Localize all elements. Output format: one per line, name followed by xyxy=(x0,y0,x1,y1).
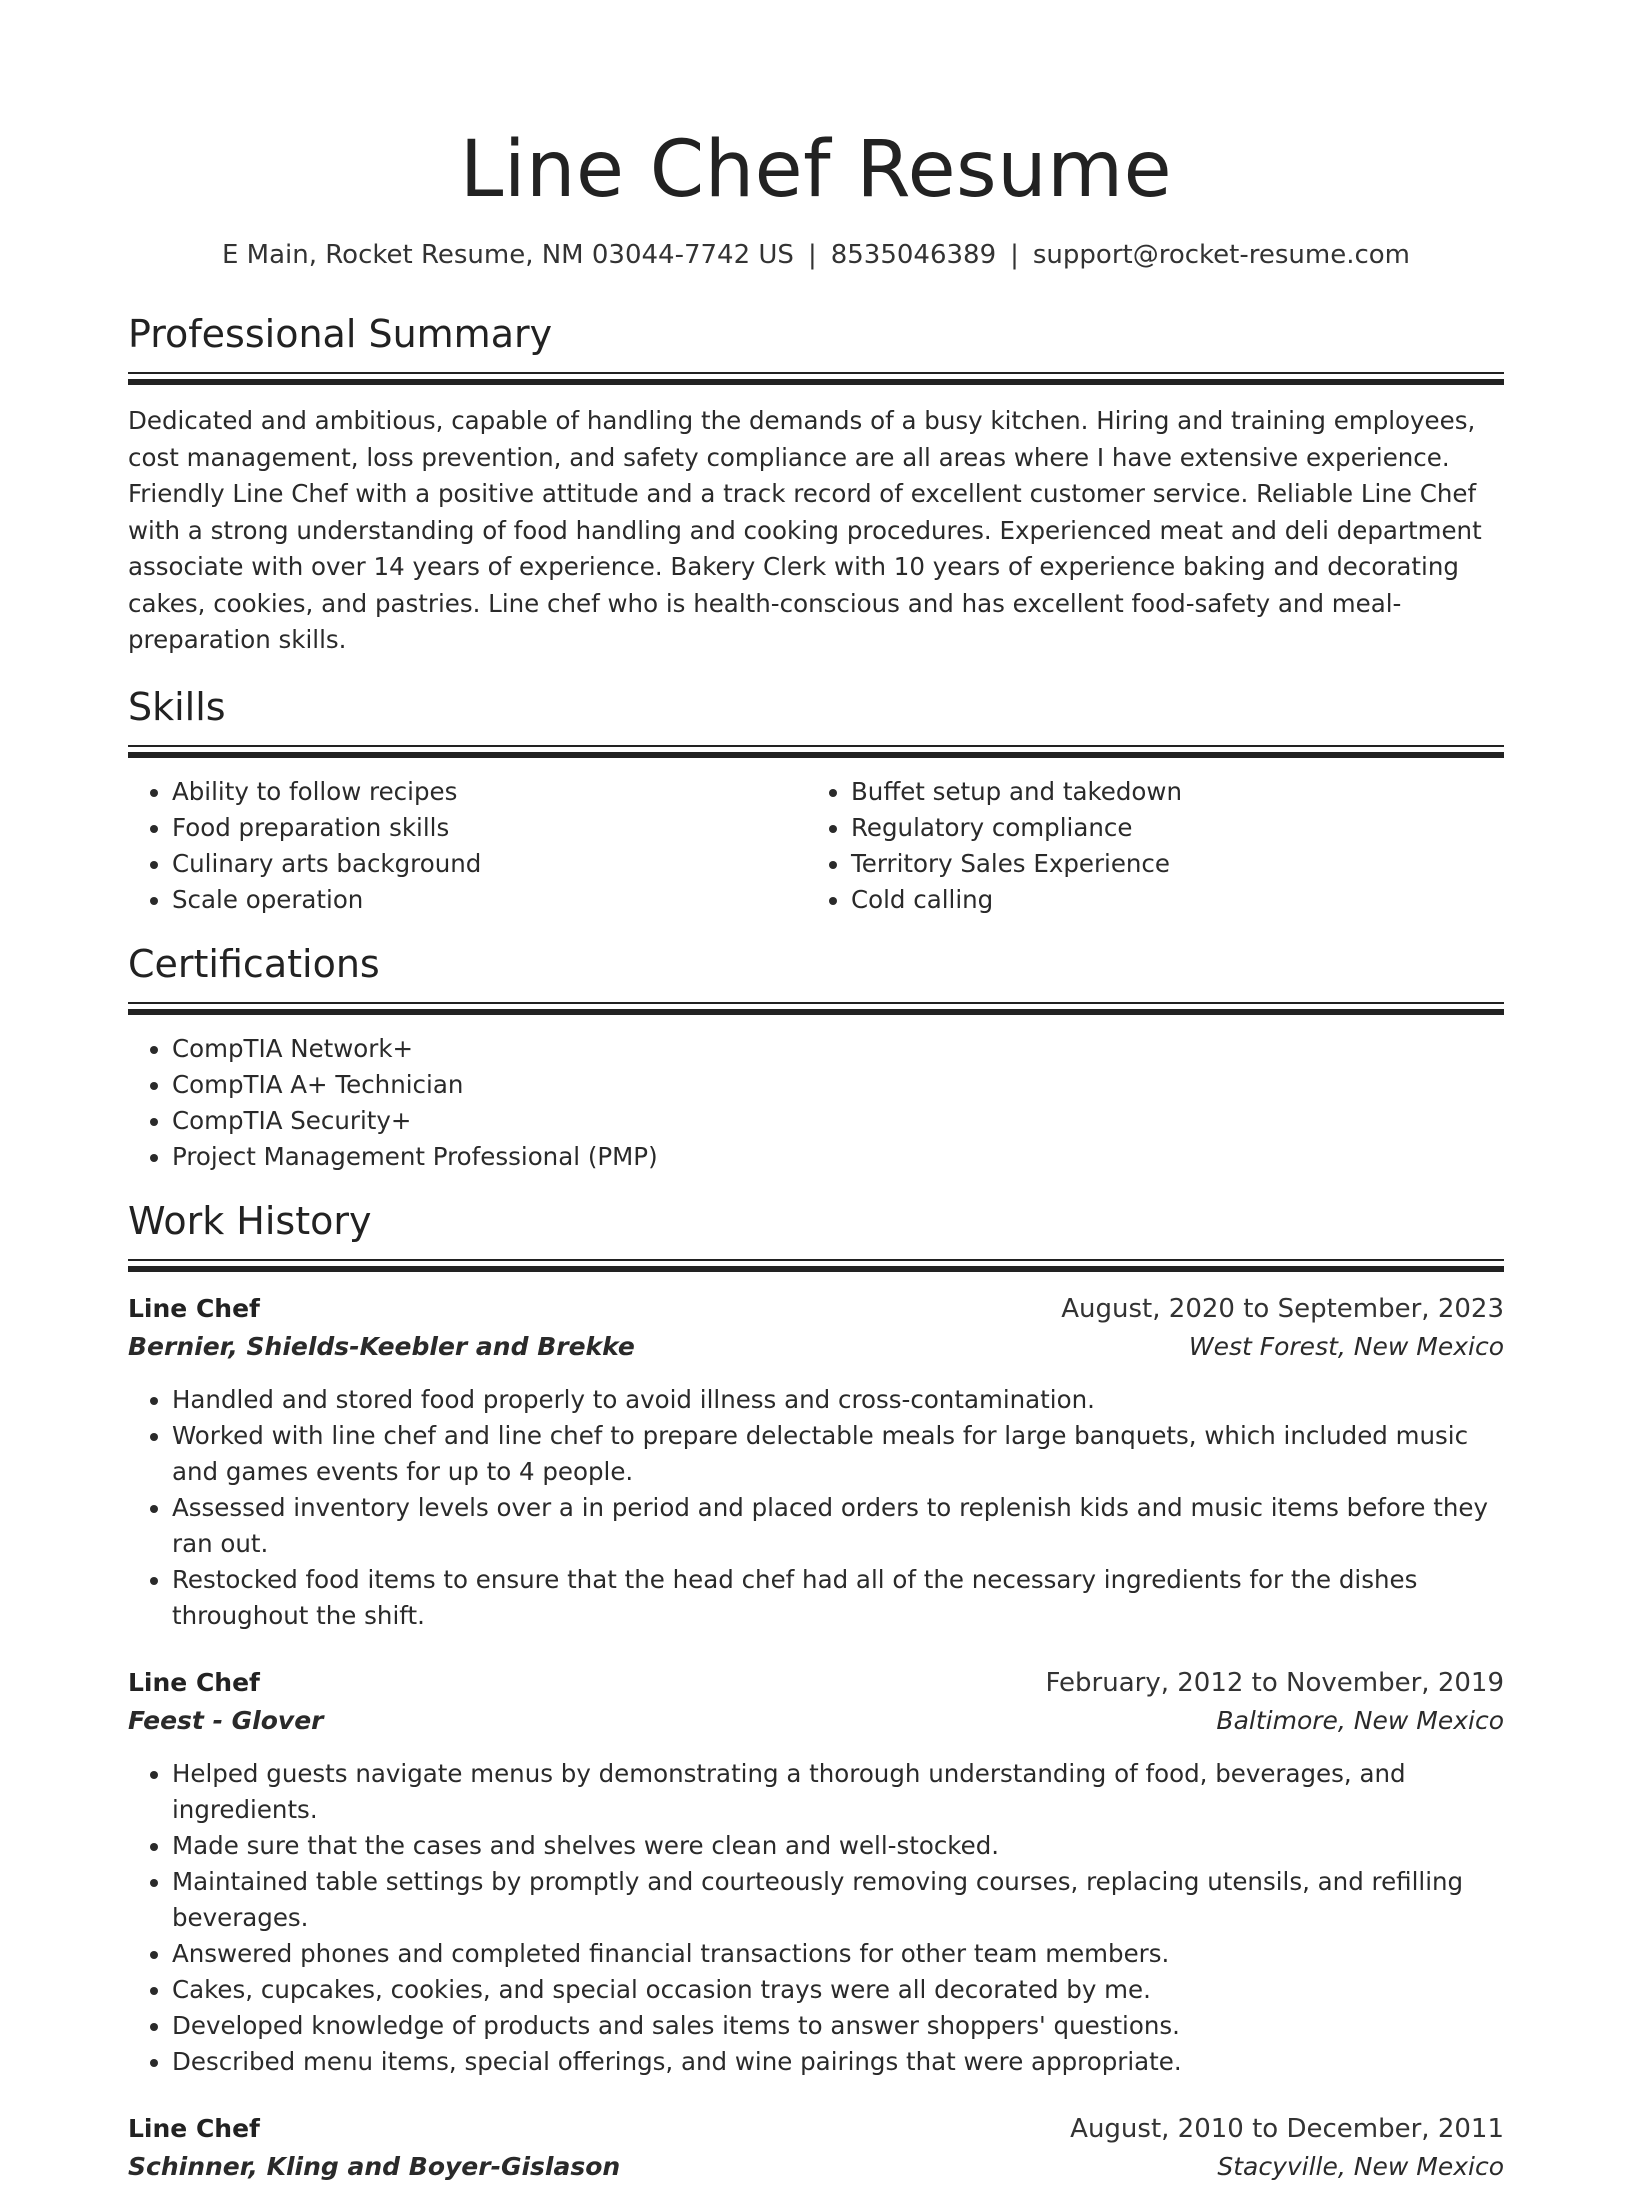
list-item: • Restocked food items to ensure that the head chef had all of the necessary ingredients for the dishes throughout the shift. xyxy=(172,1562,1504,1634)
skills-heading: Skills xyxy=(128,684,226,729)
contact-separator: | xyxy=(1010,240,1019,270)
job-company: Schinner, Kling and Boyer-Gislason xyxy=(128,2151,621,2181)
list-item: • Made sure that the cases and shelves were clean and well-stocked. xyxy=(172,1828,1504,1864)
job-location: Baltimore, New Mexico xyxy=(1216,1705,1504,1735)
job-bullets xyxy=(128,1382,1504,1634)
summary-text: Dedicated and ambitious, capable of handling the demands of a busy kitchen. Hiring and training employees, cost management, loss prevention, and safety compliance are all areas where I have extensive experience. Friendly Line Chef with a positive attitude and a track record of excellent customer service. Reliable Line Chef with a strong understanding of food handling and cooking procedures. Experienced meat and deli department associate with over 14 years of experience. Bakery Clerk with 10 years of experience baking and decorating cakes, cookies, and pastries. Line chef who is health-conscious and has excellent food-safety and meal-preparation skills. xyxy=(128,406,1482,654)
certifications-list xyxy=(128,1031,1504,1175)
job-subheader xyxy=(128,2148,1504,2186)
section-rule xyxy=(128,372,1504,374)
list-item: • Cold calling xyxy=(851,882,1486,918)
list-item: • Maintained table settings by promptly and courteously removing courses, replacing utensils, and refilling beverages. xyxy=(172,1864,1504,1936)
job-entry xyxy=(128,1290,1504,1634)
list-item: • Handled and stored food properly to avoid illness and cross-contamination. xyxy=(172,1382,1504,1418)
contact-line xyxy=(128,238,1504,272)
list-item: • Developed knowledge of products and sales items to answer shoppers' questions. xyxy=(172,2008,1504,2044)
contact-address: E Main, Rocket Resume, NM 03044-7742 US xyxy=(221,240,794,270)
contact-separator: | xyxy=(807,240,817,270)
skills-section xyxy=(128,683,1504,918)
job-title: Line Chef xyxy=(128,2113,260,2143)
list-item: • CompTIA Security+ xyxy=(172,1103,1504,1139)
list-item: • Worked with line chef and line chef to prepare delectable meals for large banquets, which included music and games events for up to 4 people. xyxy=(172,1418,1504,1490)
work-section xyxy=(128,1197,1504,2186)
resume-title: Line Chef Resume xyxy=(459,125,1173,215)
section-rule-thick xyxy=(128,1009,1504,1015)
job-location: Stacyville, New Mexico xyxy=(1217,2151,1504,2181)
skills-list-left xyxy=(128,774,807,918)
skills-grid xyxy=(128,774,1504,918)
list-item: • Assessed inventory levels over a in period and placed orders to replenish kids and music items before they ran out. xyxy=(172,1490,1504,1562)
job-subheader xyxy=(128,1328,1504,1366)
job-title: Line Chef xyxy=(128,1667,260,1697)
list-item: • Buffet setup and takedown xyxy=(851,774,1486,810)
list-item: • Territory Sales Experience xyxy=(851,846,1486,882)
certifications-section xyxy=(128,940,1504,1175)
job-company: Bernier, Shields-Keebler and Brekke xyxy=(128,1331,635,1361)
section-rule-thick xyxy=(128,379,1504,385)
section-rule-thick xyxy=(128,1266,1504,1272)
list-item: • Answered phones and completed financial transactions for other team members. xyxy=(172,1936,1504,1972)
job-header xyxy=(128,2110,1504,2148)
job-title: Line Chef xyxy=(128,1293,260,1323)
list-item: • CompTIA Network+ xyxy=(172,1031,1504,1067)
list-item: • Food preparation skills xyxy=(172,810,807,846)
job-header xyxy=(128,1290,1504,1328)
summary-section xyxy=(128,310,1504,659)
job-entry xyxy=(128,1664,1504,2080)
list-item: • Cakes, cupcakes, cookies, and special occasion trays were all decorated by me. xyxy=(172,1972,1504,2008)
contact-email: support@rocket-resume.com xyxy=(1032,240,1410,270)
section-rule xyxy=(128,1259,1504,1261)
section-rule xyxy=(128,745,1504,747)
list-item: • Regulatory compliance xyxy=(851,810,1486,846)
work-heading: Work History xyxy=(128,1198,372,1243)
section-rule xyxy=(128,1002,1504,1004)
summary-heading: Professional Summary xyxy=(128,312,553,356)
job-dates: August, 2010 to December, 2011 xyxy=(1070,2113,1504,2144)
contact-phone: 8535046389 xyxy=(830,240,997,270)
list-item: • Scale operation xyxy=(172,882,807,918)
list-item: • Ability to follow recipes xyxy=(172,774,807,810)
list-item: • Culinary arts background xyxy=(172,846,807,882)
job-header xyxy=(128,1664,1504,1702)
list-item: • CompTIA A+ Technician xyxy=(172,1067,1504,1103)
job-subheader xyxy=(128,1702,1504,1740)
job-location: West Forest, New Mexico xyxy=(1188,1331,1504,1361)
list-item: • Helped guests navigate menus by demonstrating a thorough understanding of food, beverages, and ingredients. xyxy=(172,1756,1504,1828)
job-company: Feest - Glover xyxy=(128,1705,324,1735)
job-dates: August, 2020 to September, 2023 xyxy=(1061,1293,1504,1324)
job-entry xyxy=(128,2110,1504,2186)
list-item: • Project Management Professional (PMP) xyxy=(172,1139,1504,1175)
list-item: • Described menu items, special offerings, and wine pairings that were appropriate. xyxy=(172,2044,1504,2080)
certifications-heading: Certifications xyxy=(128,941,380,986)
job-bullets xyxy=(128,1756,1504,2080)
skills-list-right xyxy=(807,774,1486,918)
job-dates: February, 2012 to November, 2019 xyxy=(1045,1667,1504,1698)
section-rule-thick xyxy=(128,752,1504,758)
